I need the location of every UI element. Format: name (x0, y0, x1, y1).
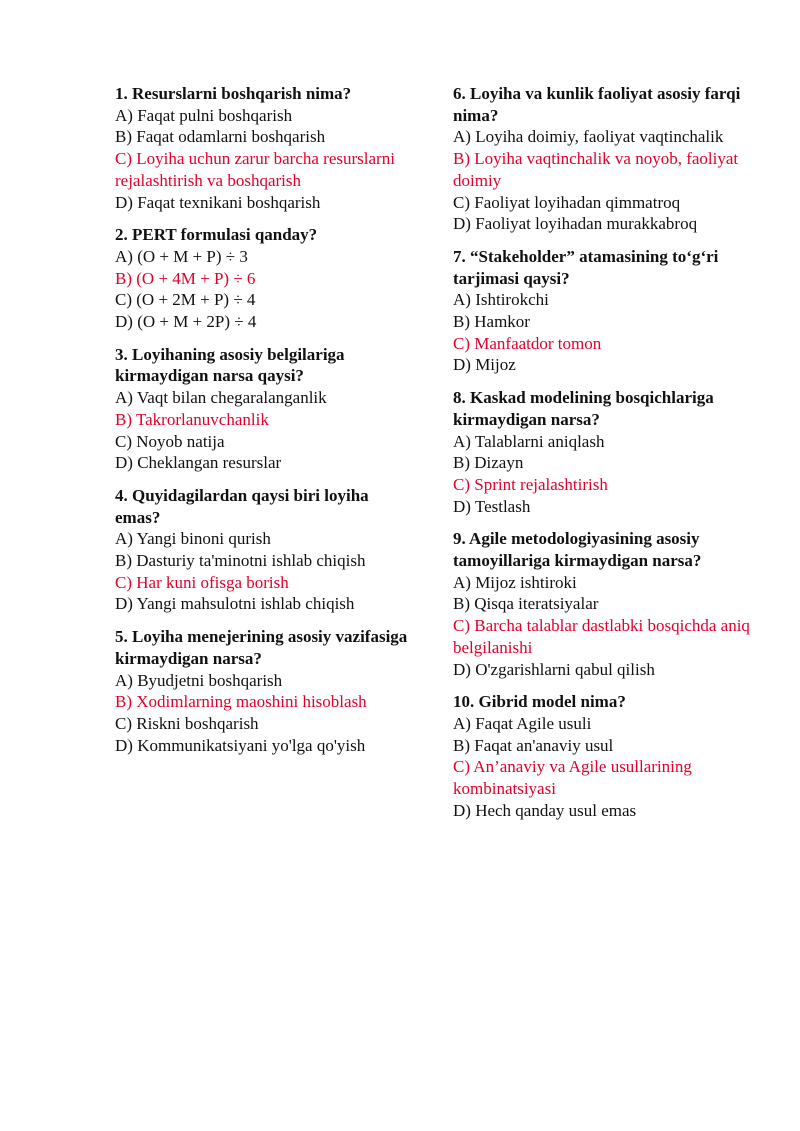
option-d: D) Testlash (453, 496, 531, 516)
option-c-correct: C) Manfaatdor tomon (453, 333, 602, 353)
option-a: A) Loyiha doimiy, faoliyat vaqtinchalik (453, 127, 724, 147)
option-d: D) Hech qanday usul emas (453, 800, 637, 820)
question-title: 9. Agile metodologiyasining asosiy tamoyillariga kirmaydigan narsa? (453, 529, 702, 571)
question-title: 4. Quyidagilardan qaysi biri loyiha emas? (115, 485, 369, 527)
option-c-correct: C) Har kuni ofisga borish (115, 572, 289, 592)
option-b: B) Hamkor (453, 312, 530, 332)
right-column (453, 83, 753, 833)
question-1 (115, 83, 415, 213)
question-5 (115, 626, 415, 756)
option-c: C) Faoliyat loyihadan qimmatroq (453, 192, 681, 212)
question-title: 2. PERT formulasi qanday? (115, 225, 318, 245)
option-d: D) Faqat texnikani boshqarish (115, 192, 321, 212)
option-a: A) Vaqt bilan chegaralanganlik (115, 388, 327, 408)
option-d: D) Cheklangan resurslar (115, 453, 282, 473)
option-d: D) Mijoz (453, 355, 516, 375)
question-title: 5. Loyiha menejerining asosiy vazifasiga kirmaydigan narsa? (115, 627, 408, 668)
option-b-correct: B) Xodimlarning maoshini hisoblash (115, 692, 367, 712)
option-d: D) Kommunikatsiyani yo'lga qo'yish (115, 735, 366, 755)
question-6 (453, 83, 753, 235)
question-10 (453, 691, 753, 821)
option-c: C) Noyob natija (115, 431, 225, 451)
option-b-correct: B) (O + 4M + P) ÷ 6 (115, 268, 256, 288)
option-c-correct: C) Loyiha uchun zarur barcha resurslarni rejalashtirish va boshqarish (115, 149, 395, 190)
option-b: B) Qisqa iteratsiyalar (453, 594, 599, 614)
option-d: D) O'zgarishlarni qabul qilish (453, 659, 655, 679)
option-a: A) Ishtirokchi (453, 290, 549, 310)
left-column (115, 83, 415, 767)
question-9 (453, 528, 753, 680)
option-d: D) (O + M + 2P) ÷ 4 (115, 312, 257, 332)
question-title: 10. Gibrid model nima? (453, 692, 626, 712)
option-b: B) Faqat odamlarni boshqarish (115, 127, 326, 147)
option-a: A) Mijoz ishtiroki (453, 572, 577, 592)
option-b: B) Dizayn (453, 453, 524, 473)
option-b-correct: B) Loyiha vaqtinchalik va noyob, faoliyat doimiy (453, 149, 739, 190)
option-a: A) Faqat pulni boshqarish (115, 105, 293, 125)
question-title: 8. Kaskad modelining bosqichlariga kirmaydigan narsa? (453, 388, 714, 429)
option-a: A) Faqat Agile usuli (453, 713, 592, 733)
question-title: 7. “Stakeholder” atamasining to‘g‘ri tarjimasi qaysi? (453, 246, 719, 288)
question-title: 3. Loyihaning asosiy belgilariga kirmaydigan narsa qaysi? (115, 344, 345, 386)
option-c: C) Riskni boshqarish (115, 713, 259, 733)
option-c-correct: C) Barcha talablar dastlabki bosqichda aniq belgilanishi (453, 616, 750, 657)
option-a: A) (O + M + P) ÷ 3 (115, 246, 248, 266)
question-title: 1. Resurslarni boshqarish nima? (115, 84, 352, 103)
option-b: B) Faqat an'anaviy usul (453, 735, 614, 755)
question-4 (115, 485, 415, 615)
option-c-correct: C) Sprint rejalashtirish (453, 474, 608, 494)
question-3 (115, 344, 415, 474)
option-a: A) Yangi binoni qurish (115, 529, 271, 549)
option-d: D) Yangi mahsulotni ishlab chiqish (115, 594, 355, 614)
option-c-correct: C) An’anaviy va Agile usullarining kombinatsiyasi (453, 757, 692, 799)
option-a: A) Byudjetni boshqarish (115, 670, 283, 690)
option-d: D) Faoliyat loyihadan murakkabroq (453, 214, 698, 234)
question-8 (453, 387, 753, 517)
option-c: C) (O + 2M + P) ÷ 4 (115, 290, 256, 310)
question-2 (115, 224, 415, 333)
question-7 (453, 246, 753, 376)
option-b: B) Dasturiy ta'minotni ishlab chiqish (115, 551, 366, 571)
option-a: A) Talablarni aniqlash (453, 431, 605, 451)
option-b-correct: B) Takrorlanuvchanlik (115, 409, 269, 429)
question-title: 6. Loyiha va kunlik faoliyat asosiy farqi nima? (453, 84, 741, 125)
